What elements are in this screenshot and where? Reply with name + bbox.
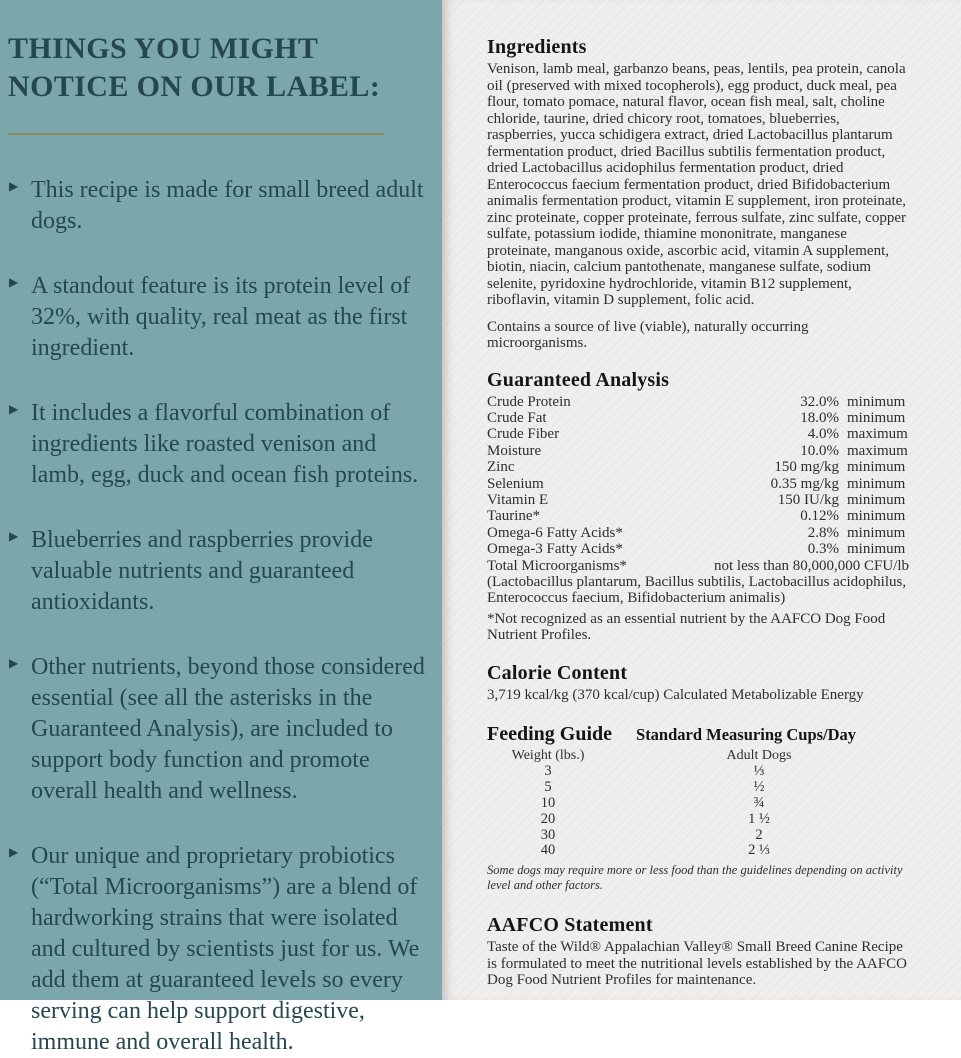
list-item xyxy=(8,841,436,1058)
asterisk-footnote: *Not recognized as an essential nutrient by the AAFCO Dog Food Nutrient Profiles. xyxy=(487,610,886,644)
nutrient-value: not less than 80,000,000 CFU/lb xyxy=(713,557,909,574)
nutrient-value: 18.0% xyxy=(800,409,839,426)
calorie-content-text: 3,719 kcal/kg (370 kcal/cup) Calculated Metabolizable Energy xyxy=(487,686,864,703)
weight-column-header: Weight (lbs.) xyxy=(511,748,585,764)
nutrient-label: Omega-6 Fatty Acids* xyxy=(487,524,623,541)
calorie-content-title: Calorie Content xyxy=(487,661,628,684)
nutrient-qualifier: minimum xyxy=(847,393,906,410)
list-item xyxy=(8,652,436,807)
nutrient-qualifier: minimum xyxy=(847,491,906,508)
nutrient-label: Crude Fat xyxy=(487,409,547,426)
calorie-content-section xyxy=(487,662,909,704)
nutrient-value: 2.8% xyxy=(807,524,839,541)
list-item-text: It includes a flavorful combination of ingredients like roasted venison and lamb, egg, duck and ocean fish proteins. xyxy=(31,400,419,488)
weight-value: 40 xyxy=(540,842,556,859)
list-item xyxy=(8,525,436,618)
list-item xyxy=(8,175,436,237)
microorganisms-detail: (Lactobacillus plantarum, Bacillus subtilis, Lactobacillus acidophilus, Enterococcus faecium, Bifidobacterium animalis) xyxy=(487,573,907,607)
guaranteed-analysis-section xyxy=(487,369,909,644)
list-item xyxy=(8,271,436,364)
nutrient-value: 0.3% xyxy=(807,541,839,558)
nutrient-label: Crude Protein xyxy=(487,393,571,410)
cups-value: ¾ xyxy=(753,795,765,812)
ingredients-section xyxy=(487,36,909,352)
nutrient-value: 0.35 mg/kg xyxy=(770,475,839,492)
list-item-text: This recipe is made for small breed adult dogs. xyxy=(31,177,424,234)
feeding-guide-table xyxy=(487,764,909,859)
table-row xyxy=(487,459,909,475)
total-microorganisms-row xyxy=(487,558,909,574)
bullet-triangle-icon: ▶ xyxy=(9,845,19,859)
weight-value: 3 xyxy=(544,763,552,780)
cups-value: 2 ⅓ xyxy=(748,842,770,859)
nutrient-label: Omega-3 Fatty Acids* xyxy=(487,541,623,558)
nutrient-value: 0.12% xyxy=(800,508,839,525)
bullet-triangle-icon: ▶ xyxy=(9,275,19,289)
feeding-guide-section xyxy=(487,723,909,892)
page-title-line2: NOTICE ON OUR LABEL: xyxy=(8,70,381,103)
nutrient-label: Taurine* xyxy=(487,508,541,525)
guaranteed-analysis-title: Guaranteed Analysis xyxy=(487,368,670,391)
page-title-line1: THINGS YOU MIGHT xyxy=(8,32,319,65)
table-row xyxy=(487,394,909,410)
nutrient-qualifier: minimum xyxy=(847,409,906,426)
nutrient-value: 150 IU/kg xyxy=(777,491,839,508)
nutrient-label: Moisture xyxy=(487,442,542,459)
list-item-text: Blueberries and raspberries provide valuable nutrients and guaranteed antioxidants. xyxy=(31,527,373,615)
weight-value: 10 xyxy=(540,795,556,812)
nutrient-value: 4.0% xyxy=(807,426,839,443)
feeding-guide-title: Feeding Guide xyxy=(487,723,613,746)
nutrient-value: 150 mg/kg xyxy=(774,459,839,476)
aafco-statement-title: AAFCO Statement xyxy=(487,914,653,937)
nutrient-qualifier: minimum xyxy=(847,541,906,558)
cups-value: 1 ½ xyxy=(748,810,770,827)
nutrient-value: 10.0% xyxy=(800,442,839,459)
feeding-guide-column-headers xyxy=(487,748,909,764)
table-row xyxy=(487,410,909,426)
cups-value: 2 xyxy=(755,826,763,843)
table-row xyxy=(487,541,909,557)
list-item-text: Our unique and proprietary probiotics (“Total Microorganisms”) are a blend of hardworking strains that were isolated and cultured by scientists just for us. We add them at guaranteed levels so every serving can help support digestive, immune and overall health. xyxy=(31,843,420,1055)
nutrient-label: Total Microorganisms* xyxy=(487,557,627,574)
nutrient-label: Vitamin E xyxy=(487,491,549,508)
nutrient-qualifier: maximum xyxy=(847,442,908,459)
highlights-list xyxy=(8,175,436,1058)
nutrient-qualifier: minimum xyxy=(847,475,906,492)
cups-column-header: Adult Dogs xyxy=(726,748,792,764)
list-item xyxy=(8,398,436,491)
table-row xyxy=(487,525,909,541)
list-item-text: Other nutrients, beyond those considered essential (see all the asterisks in the Guaranteed Analysis), are included to support body function and promote overall health and wellness. xyxy=(31,654,425,804)
page-title xyxy=(8,30,436,106)
contains-note: Contains a source of live (viable), naturally occurring microorganisms. xyxy=(487,318,809,351)
feeding-guide-header xyxy=(487,723,909,746)
cups-value: ⅓ xyxy=(753,763,765,780)
table-row xyxy=(487,492,909,508)
feeding-guide-note: Some dogs may require more or less food than the guidelines depending on activity level and other factors. xyxy=(487,863,903,892)
label-highlights-panel xyxy=(0,0,442,1055)
divider-rule xyxy=(8,133,384,135)
nutrition-panel xyxy=(442,0,961,1000)
bullet-triangle-icon: ▶ xyxy=(9,656,19,670)
nutrient-label: Crude Fiber xyxy=(487,426,560,443)
aafco-statement-text: Taste of the Wild® Appalachian Valley® Small Breed Canine Recipe is formulated to meet the nutritional levels established by the AAFCO Dog Food Nutrient Profiles for maintenance. xyxy=(487,939,907,989)
ingredients-title: Ingredients xyxy=(487,36,587,58)
nutrient-qualifier: minimum xyxy=(847,459,906,476)
table-row xyxy=(487,508,909,524)
weight-value: 20 xyxy=(540,810,556,827)
guaranteed-analysis-table xyxy=(487,394,909,558)
aafco-statement-section xyxy=(487,914,909,989)
nutrient-label: Selenium xyxy=(487,475,544,492)
feeding-guide-subtitle: Standard Measuring Cups/Day xyxy=(636,725,857,745)
nutrient-qualifier: minimum xyxy=(847,524,906,541)
weight-value: 30 xyxy=(540,826,556,843)
list-item-text: A standout feature is its protein level of 32%, with quality, real meat as the first ingredient. xyxy=(31,273,411,361)
weight-value: 5 xyxy=(544,779,552,796)
bullet-triangle-icon: ▶ xyxy=(9,402,19,416)
ingredients-text: Venison, lamb meal, garbanzo beans, peas, lentils, pea protein, canola oil (preserved with mixed tocopherols), egg product, duck meal, pea flour, tomato pomace, natural flavor, ocean fish meal, salt, choline chloride, taurine, dried chicory root, tomatoes, blueberries, raspberries, yucca schidigera extract, dried Lactobacillus plantarum fermentation product, dried Bacillus subtilis fermentation product, dried Lactobacillus acidophilus fermentation product, dried Enterococcus faecium fermentation product, dried Bifidobacterium animalis fermentation product, vitamin E supplement, iron proteinate, zinc proteinate, copper proteinate, ferrous sulfate, zinc sulfate, copper sulfate, potassium iodide, thiamine mononitrate, manganese proteinate, manganous oxide, ascorbic acid, vitamin A supplement, biotin, niacin, calcium pantothenate, manganese sulfate, sodium selenite, pyridoxine hydrochloride, vitamin B12 supplement, riboflavin, vitamin D supplement, folic acid. xyxy=(487,61,907,308)
nutrient-label: Zinc xyxy=(487,459,515,476)
table-row xyxy=(487,426,909,442)
bullet-triangle-icon: ▶ xyxy=(9,179,19,193)
nutrient-value: 32.0% xyxy=(800,393,839,410)
bullet-triangle-icon: ▶ xyxy=(9,529,19,543)
nutrient-qualifier: maximum xyxy=(847,426,908,443)
table-row xyxy=(487,476,909,492)
nutrient-qualifier: minimum xyxy=(847,508,906,525)
table-row xyxy=(487,443,909,459)
cups-value: ½ xyxy=(753,779,765,796)
